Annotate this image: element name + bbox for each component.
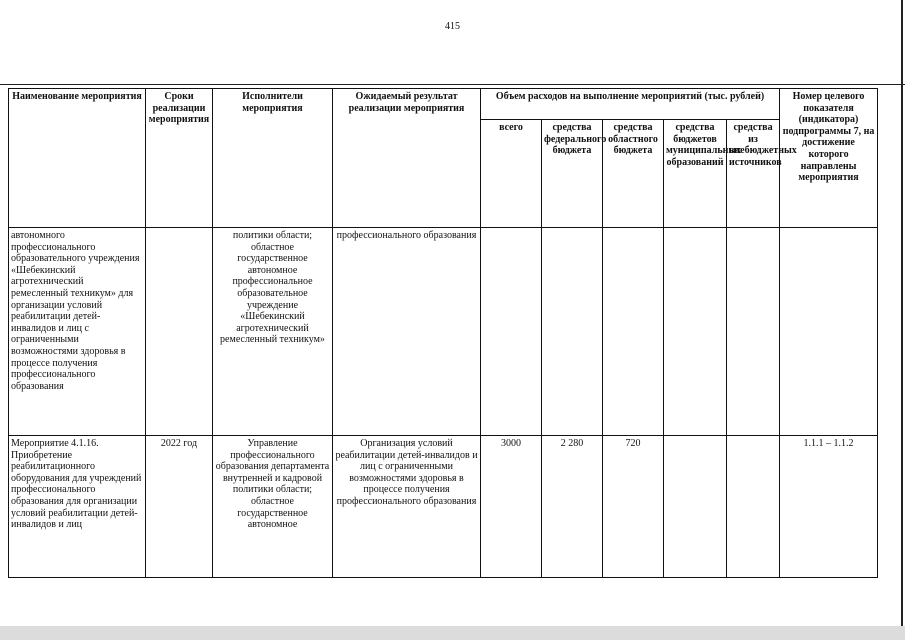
cell-municipal: [664, 228, 727, 436]
cell-federal: [542, 228, 603, 436]
cell-federal: 2 280: [542, 436, 603, 578]
activities-table: [8, 88, 878, 578]
header-executors: Исполнители мероприятия: [213, 89, 333, 228]
cell-municipal: [664, 436, 727, 578]
cell-indicator: [780, 228, 878, 436]
header-name: Наименование мероприятия: [9, 89, 146, 228]
cell-executors: политики области; областное государственное автономное профессиональное образовательное учреждение «Шебекинский агротехнический ремесленный техникум»: [213, 228, 333, 436]
cell-total: 3000: [481, 436, 542, 578]
header-regional: средства областного бюджета: [603, 120, 664, 228]
page-number: 415: [445, 21, 460, 32]
header-extrabudget: средства из внебюджетных источников: [727, 120, 780, 228]
cell-name: Мероприятие 4.1.16. Приобретение реабилитационного оборудования для учреждений профессионального образования для организации условий реабилитации детей-инвалидов и лиц: [9, 436, 146, 578]
cell-regional: [603, 228, 664, 436]
cell-indicator: 1.1.1 – 1.1.2: [780, 436, 878, 578]
cell-extrabudget: [727, 228, 780, 436]
header-row: [9, 89, 878, 120]
header-total: всего: [481, 120, 542, 228]
header-result: Ожидаемый результат реализации мероприятия: [333, 89, 481, 228]
page-edge: [901, 0, 903, 640]
header-indicator: Номер целевого показателя (индикатора) подпрограммы 7, на достижение которого направлены мероприятия: [780, 89, 878, 228]
table-row: [9, 228, 878, 436]
table-row: [9, 436, 878, 578]
cell-result: профессионального образования: [333, 228, 481, 436]
page-bottom-shade: [0, 626, 905, 640]
cell-result: Организация условий реабилитации детей-инвалидов и лиц с ограниченными возможностями здоровья в процессе получения профессионального образования: [333, 436, 481, 578]
cell-regional: 720: [603, 436, 664, 578]
cell-extrabudget: [727, 436, 780, 578]
header-municipal: средства бюджетов муниципальных образований: [664, 120, 727, 228]
top-rule: [0, 84, 905, 85]
cell-terms: [146, 228, 213, 436]
cell-terms: 2022 год: [146, 436, 213, 578]
cell-total: [481, 228, 542, 436]
cell-executors: Управление профессионального образования департамента внутренней и кадровой политики области; областное государственное автономное: [213, 436, 333, 578]
header-terms: Сроки реализации мероприятия: [146, 89, 213, 228]
cell-name: автономного профессионального образовательного учреждения «Шебекинский агротехнический ремесленный техникум» для организации условий реабилитации детей-инвалидов и лиц с ограниченными возможностями здоровья в процессе получения профессионального образования: [9, 228, 146, 436]
header-volume: Объем расходов на выполнение мероприятий (тыс. рублей): [481, 89, 780, 120]
header-federal: средства федерального бюджета: [542, 120, 603, 228]
